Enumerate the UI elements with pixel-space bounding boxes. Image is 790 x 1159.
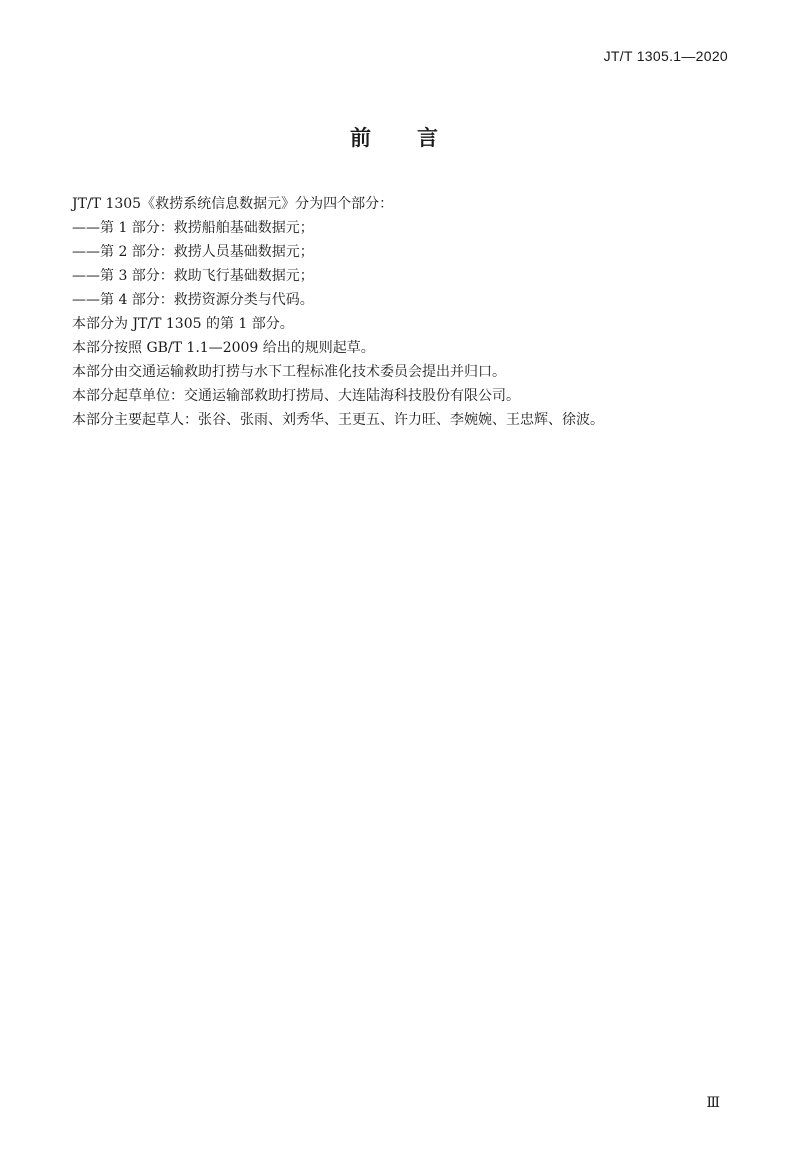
page-title-char-2: 言 [417, 126, 440, 150]
page-title [0, 122, 790, 152]
paragraph-intro: JT/T 1305《救捞系统信息数据元》分为四个部分： [72, 196, 394, 212]
list-item-part-4: ——第 4 部分：救捞资源分类与代码。 [72, 292, 314, 308]
list-item-part-2: ——第 2 部分：救捞人员基础数据元； [72, 244, 314, 260]
list-item-part-1: ——第 1 部分：救捞船舶基础数据元； [72, 220, 314, 236]
paragraph-drafting-rules: 本部分按照 GB/T 1.1—2009 给出的规则起草。 [72, 340, 375, 356]
paragraph-drafters: 本部分主要起草人：张谷、张雨、刘秀华、王更五、许力旺、李婉婉、王忠辉、徐波。 [72, 412, 604, 428]
page-number: Ⅲ [706, 1095, 720, 1111]
paragraph-proposer: 本部分由交通运输救助打捞与水下工程标准化技术委员会提出并归口。 [72, 364, 506, 380]
standard-code: JT/T 1305.1—2020 [603, 48, 728, 64]
list-item-part-3: ——第 3 部分：救助飞行基础数据元； [72, 268, 314, 284]
page-title-char-1: 前 [350, 126, 373, 150]
foreword-body [72, 192, 732, 432]
paragraph-scope: 本部分为 JT/T 1305 的第 1 部分。 [72, 316, 294, 332]
paragraph-drafting-units: 本部分起草单位：交通运输部救助打捞局、大连陆海科技股份有限公司。 [72, 388, 520, 404]
